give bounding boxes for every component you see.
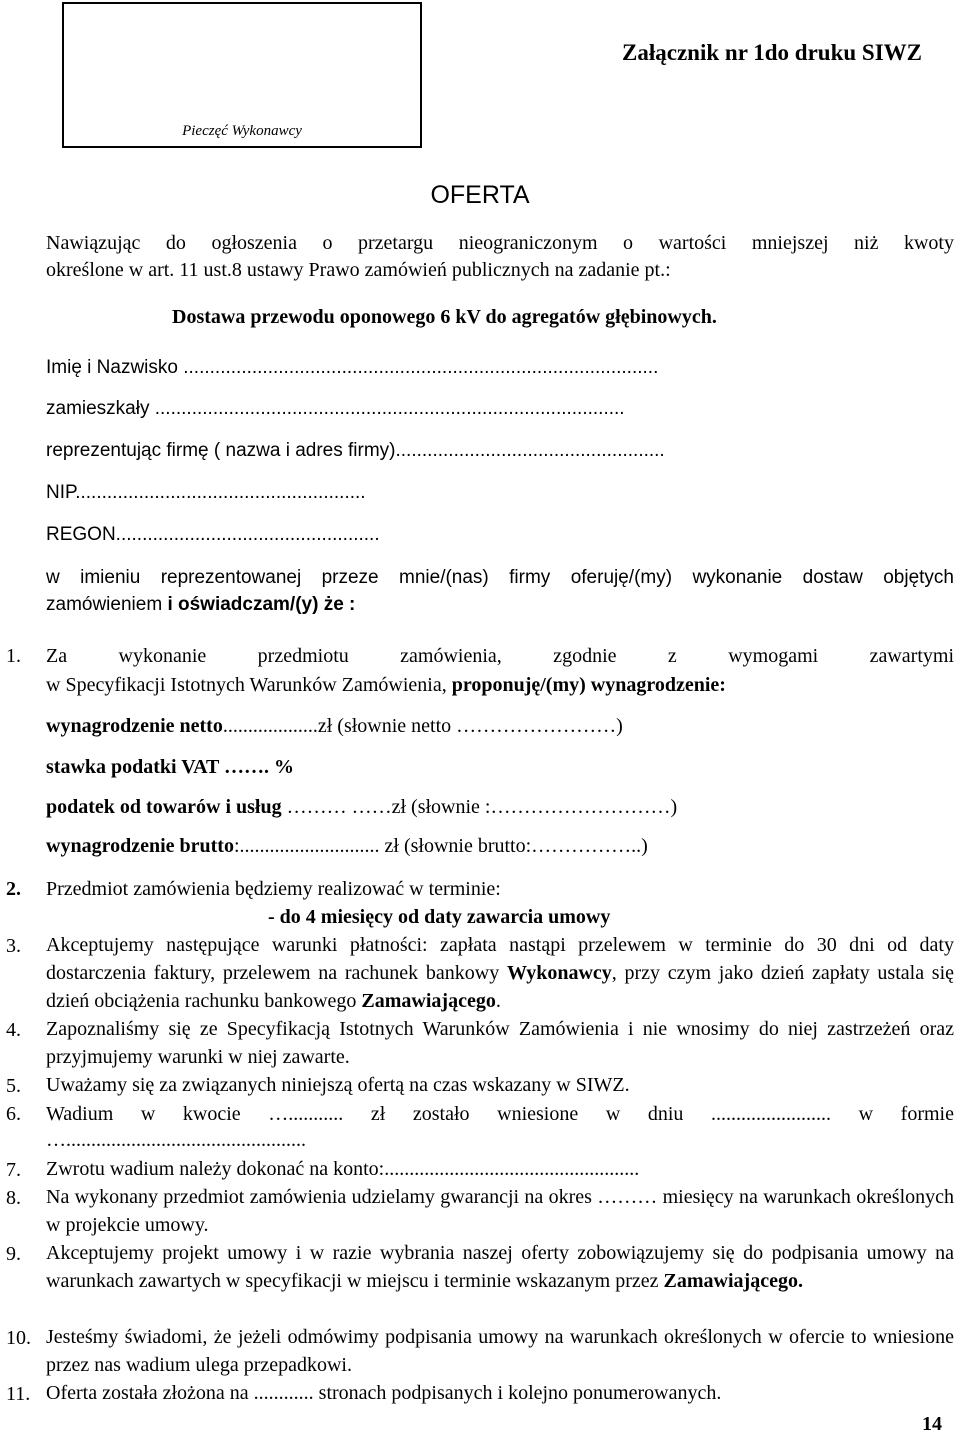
item-10-number: 10. [6, 1327, 31, 1349]
net-remuneration [46, 715, 623, 738]
vat-rate: stawka podatki VAT ……. % [46, 756, 295, 778]
item-11-number: 11. [6, 1383, 31, 1405]
declaration-plain: zamówieniem [46, 594, 168, 615]
page-number: 14 [922, 1413, 942, 1435]
item-4-number: 4. [6, 1019, 21, 1041]
item-8-text: Na wykonany przedmiot zamówienia udzielamy gwarancji na okres ……… miesięcy na warunkach określonych w projekcie umowy. [46, 1186, 954, 1236]
intro-line-2: określone w art. 11 ust.8 ustawy Prawo zamówień publicznych na zadanie pt.: [46, 259, 671, 281]
item-3-number: 3. [6, 935, 21, 957]
item-7-text: Zwrotu wadium należy dokonać na konto:................................................... [46, 1158, 640, 1180]
net-label: wynagrodzenie netto [46, 715, 223, 737]
item-11-text: Oferta została złożona na ............ stronach podpisanych i kolejno ponumerowanych. [46, 1382, 722, 1404]
item-9-number: 9. [6, 1243, 21, 1265]
item-2-text: Przedmiot zamówienia będziemy realizować w terminie: [46, 878, 501, 900]
item-3-part-2: , przy czym jako dzień zapłaty ustala się dzień obciążenia rachunku bankowego [46, 962, 955, 1012]
subject-title: Dostawa przewodu oponowego 6 kV do agregatów głębinowych. [172, 306, 717, 328]
item-2-number: 2. [6, 878, 21, 900]
item-1-line-2 [46, 674, 726, 697]
item-8-number: 8. [6, 1187, 21, 1209]
gross-value: :............................ zł (słownie brutto:……………..) [233, 835, 648, 857]
item-3-text [46, 931, 954, 1015]
field-regon: REGON.................................................. [46, 524, 380, 545]
intro-line-1: Nawiązując do ogłoszenia o przetargu nieograniczonym o wartości mniejszej niż kwoty [46, 232, 954, 254]
gross-remuneration [46, 835, 648, 858]
item-6-number: 6. [6, 1103, 21, 1125]
item-7-number: 7. [6, 1159, 21, 1181]
item-3-bold-contractor: Wykonawcy [506, 962, 612, 984]
gross-label: wynagrodzenie brutto [46, 835, 234, 857]
item-3-bold-ordering: Zamawiającego [361, 990, 496, 1012]
item-1-line-2-bold: proponuję/(my) wynagrodzenie: [451, 674, 726, 696]
field-residence: zamieszkały ......................................................................................... [46, 398, 625, 419]
item-10-text: Jesteśmy świadomi, że jeżeli odmówimy podpisania umowy na warunkach określonych w ofercie to wniesione przez nas wadium ulega przepadkowi. [46, 1326, 954, 1376]
offer-title: OFERTA [430, 181, 530, 209]
declaration-line-1: w imieniu reprezentowanej przeze mnie/(nas) firmy oferuję/(my) wykonanie dostaw objętych [46, 567, 954, 588]
item-1-line-1: Za wykonanie przedmiotu zamówienia, zgodnie z wymogami zawartymi [46, 645, 954, 667]
item-3-part-3: . [495, 990, 501, 1012]
tax-value: ……… ……zł (słownie :………………………) [281, 796, 678, 818]
item-6-line-1: Wadium w kwocie …........... zł zostało wniesione w dniu ........................ w formie [46, 1103, 954, 1125]
tax-label: podatek od towarów i usług [46, 796, 282, 818]
item-4-text: Zapoznaliśmy się ze Specyfikacją Istotnych Warunków Zamówienia i nie wnosimy do niej zastrzeżeń oraz przyjmujemy warunki w niej zawarte. [46, 1018, 954, 1068]
declaration-line-2 [46, 594, 355, 616]
net-value: ...................zł (słownie netto ……………………) [222, 715, 623, 737]
field-nip: NIP....................................................... [46, 482, 366, 503]
item-9-text [46, 1239, 954, 1295]
item-6-line-2: …................................................ [46, 1129, 306, 1151]
item-5-text: Uważamy się za związanych niniejszą ofertą na czas wskazany w SIWZ. [46, 1074, 630, 1096]
field-name: Imię i Nazwisko .......................................................................................... [46, 357, 659, 378]
declaration-bold: i oświadczam/(y) że : [167, 594, 356, 615]
item-2-term: - do 4 miesięcy od daty zawarcia umowy [268, 906, 611, 928]
item-1-number: 1. [6, 645, 21, 667]
item-1-line-2-plain: w Specyfikacji Istotnych Warunków Zamówienia, [46, 674, 452, 696]
field-company: reprezentując firmę ( nazwa i adres firmy)................................................... [46, 440, 665, 461]
stamp-label: Pieczęć Wykonawcy [182, 123, 302, 139]
item-9-bold: Zamawiającego. [663, 1270, 803, 1292]
item-3-part-1: Akceptujemy następujące warunki płatności: zapłata nastąpi przelewem w terminie do 30 dni od daty dostarczenia faktury, przelewem na rachunek bankowy [46, 934, 954, 984]
contractor-stamp-box [62, 2, 422, 148]
annex-title: Załącznik nr 1do druku SIWZ [622, 40, 922, 65]
item-9-plain: Akceptujemy projekt umowy i w razie wybrania naszej oferty zobowiązujemy się do podpisania umowy na warunkach zawartych w specyfikacji w miejscu i terminie wskazanym przez [46, 1242, 954, 1292]
item-5-number: 5. [6, 1075, 21, 1097]
goods-tax [46, 796, 677, 819]
